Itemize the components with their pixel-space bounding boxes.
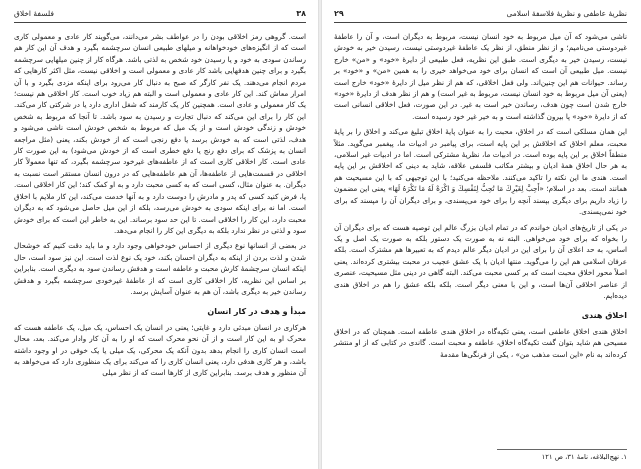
right-running-title: نظریهٔ عاطفی و نظریهٔ فلاسفهٔ اسلامی bbox=[506, 9, 627, 18]
left-running-title: فلسفهٔ اخلاق bbox=[14, 9, 54, 18]
left-body bbox=[14, 31, 306, 379]
right-paragraph-2: این همان مسلکی است که در اخلاق، محبت را به عنوان پایهٔ اخلاق تبلیغ می‌کند و اخلاق را بر پایهٔ محبت، معلم اخلاق که اخلاقش بر این پایه است، برای پیامبر در ادبیات ما، پیغمبر می‌گوید. مثلاً منطقاً اخلاق بر این پایه بوده است. در ادبیات ما، نظریهٔ مشترکی است. اما در ادبیات غیر اسلامی، به هر حال اخلاق همهٔ ادیان و بیشتر مکاتب فلسفی علاقه، شاید به دینی که اخلاقش بر این پایه است. هندی ما این نکته را تاکید می‌کنند. ملاحظه می‌کنید؛ با این توجیهی که با این مسیحیت هم همانند است. بعد در اسلام؛ «أَحِبَّ لِغَيْرِكَ مَا تُحِبُّ لِنَفْسِكَ وَ اكْرَهْ لَهُ مَا تَكْرَهُ لَهَا» یعنی این مضمون را زیاد داریم برای دیگری بپسند آنچه را برای خود می‌پسندی، و برای دیگران آن را مپسند که برای خود نمی‌پسندی. bbox=[334, 127, 627, 217]
right-section-title: اخلاق هندی bbox=[581, 311, 627, 321]
right-body bbox=[334, 31, 627, 360]
right-paragraph-1: ناشی می‌شود که آن میل مربوط به خود انسان نیست، مربوط به دیگران است، و آن را عاطفهٔ غیردوستی می‌نامیم؛ و از نظر منطق، از نظر یک عاطفهٔ غیردوستی نیست، رسیدن خیر به خودش نیست، رسیدن خیر به دیگری است. طبق این نظریه، فعل طبیعی از دایرهٔ «خود» و «من» خارج نیست. میل طبیعی آن است که انسان برای خود می‌خواهد خیری را به همین «من» و «خود» بر رساند. حیوانات هم این چنین‌اند. ولی فعل اخلاقی، که هم از نظر میل از دایرهٔ «خود» خارج است (یعنی آن میل مربوط به خود انسان نیست، مربوط به غیر است) و هم از نظر هدف از دایرهٔ «خود» خارج شدن است چون هدف، رساندن خیر است به غیر. در این صورت، فعل اخلاقی انسانی است که از دایرهٔ «خود» پا بیرون گذاشته است و به خیر غیر خود رسیده است. bbox=[334, 32, 627, 121]
right-running-head bbox=[334, 8, 627, 23]
right-section-paragraph-1: اخلاق هندی اخلاق عاطفی است، یعنی تکیه‌گاه در اخلاق هندی عاطفه است. همچنان که در اخلاق مسیحی هم شاید بتوان گفت تکیه‌گاه اخلاق، عاطفه و محبت است. گاندی در کتابی که از او منتشر کرده‌اند به نام «این است مذهب من» ، یکی از فرنگی‌ها مقدمهٔ bbox=[334, 326, 627, 359]
left-paragraph-1: است. گروهی رمز اخلاقی بودن را در عواطف بشر می‌دانند، می‌گویند کار عادی و معمولی کاری است که از انگیزه‌های خودخواهانه و میلهای طبیعی انسان سرچشمه بگیرد و هدف آن این کار هم رساندن سودی به خود و یا رسیدن خود شخص به لذتی باشد. هرگاه کار از چنین میلهایی سرچشمه بگیرد و برای چنین هدفهایی باشد کار عادی و معمولی است و اخلاقی نیست، مثل اکثر کارهایی که مردم انجام می‌دهند. یک نفر کارگر که صبح به دنبال کار می‌رود برای اینکه مزدی بگیرد و با آن امرار معاش کند. این کار عادی و معمولی است و البته هم زیاد خوب است. کار اخلاقی هم نیست؛ یک کار معمولی و عادی است. همچنین کار یک کارمند که شغل اداری دارد یا در شرکتی کار می‌کند. این کار را برای این می‌کند که دنبال تجارت و رسیدن به سود باشد. تا آنجا که مربوط به شخص خودش و زندگی خودش است و از یک میل که مربوط به شخص خودش است ناشی می‌شود و هدف، لذتی است که به خودش برسد یا دفع رنجی است که از خودش بکند، یعنی (مثل مراجعه انسان به پزشک که برای دفع رنج یا دفع خطری است که از خودش می‌شود) به این صورت کار عادی است. کار اخلاقی کاری است که از عاطفه‌های غیرخود سرچشمه بگیرد، که تنها معمولاً کار اخلاقی در قسمت‌هایی از عاطفه‌ها، آن هم عاطفه‌هایی که در درون انسان مستقر است نسبت به دیگران. به عنوان مثال، کسی است که به کسی محبت دارد و به او کمک کند؛ این کار اخلاقی است. یا، فرض کنید کسی که پدر و مادرش را دوست دارد و به آنها خدمت می‌کند، این کار ملایم با اخلاق است. اما نه برای اینکه سودی به خودش می‌رسد، بلکه از این میل حاصل می‌شود که به دیگران محبت دارد، این کار را اخلاقی است. تا این حد سود برساند. این به خاطر این است که برای خودش سود و لذتی در نظر ندارد بلکه به دیگری این کار را انجام می‌دهد. bbox=[14, 32, 306, 235]
left-page bbox=[0, 0, 318, 469]
left-page-number: ٣٨ bbox=[296, 9, 306, 18]
right-page bbox=[322, 0, 641, 469]
left-running-head bbox=[14, 8, 306, 23]
right-page-number: ٢٩ bbox=[334, 9, 344, 18]
left-section-title: مبدأ و هدف در کار انسان bbox=[207, 307, 306, 317]
left-section-paragraph-1: هرکاری در انسان مبدئی دارد و غایتی؛ یعنی در انسان یک احساس، یک میل، یک عاطفه هست که محرک او به این کار است و از آن نحو محرک است که او را به آن کار وادار می‌کند. بعد، محال است انسان کاری را انجام بدهد بدون آنکه یک محرکی، یک میلی یا یک خوفی در او وجود داشته باشد، و هر کاری هدفی دارد، یعنی انسان کاری را که می‌کند برای یک منظوری دارد که می‌خواهد به آن منظور و هدف برسد. بنابراین کاری از کارها است که از نظر میلی bbox=[13, 322, 306, 378]
right-paragraph-3: در یکی از تاریخ‌های ادیان خواندم که در تمام ادیان بزرگ عالم این توصیه هست که برای دیگران آن را بخواه که برای خود می‌خواهی. البته نه به صورت یک دستور بلکه به صورت یک اصل و یک اساس، به حد اعلای آن را برای این در ادیان دیگر عالم دیدم که به تعبیرها هم مشترک است. بلکه عرفان اسلامی هم این را می‌گوید. منتها ادیان با یک عشق عجیب در محبت بیشتری کرده‌اند. یعنی اصلاً محور اخلاق محبت است که بر کسی محبت می‌کند. البته گاهی در دینی مثل مسیحیت، عنصری از عناصر اخلاقی آن‌ها است، و این با معنی دیگر است. بلکه بلکه عشق را هم در اخلاق هندی دیده‌ایم. bbox=[334, 222, 627, 300]
left-paragraph-2: در بعضی از انسانها نوع دیگری از احساس خودخواهی وجود دارد و ما باید دقت کنیم که خوشحال شدن و لذت بردن از اینکه به دیگران احسان بکند، خود یک نوع لذت است. این نیز سود است، حال اینکه انسان سرچشمهٔ کارش محبت و عاطفه است و هدفش رساندن سود به دیگری است. بنابراین بر اساس این نظریه، کار اخلاقی کاری است که از عاطفهٔ غیرخودی سرچشمه بگیرد و هدفش رساندن خیر به دیگری باشد، آن هم به عنوان آسایش برسد. bbox=[14, 241, 306, 296]
right-footnote: ١. نهج‌البلاغه، نامهٔ ٣١، ص ١٢١ bbox=[497, 449, 627, 461]
